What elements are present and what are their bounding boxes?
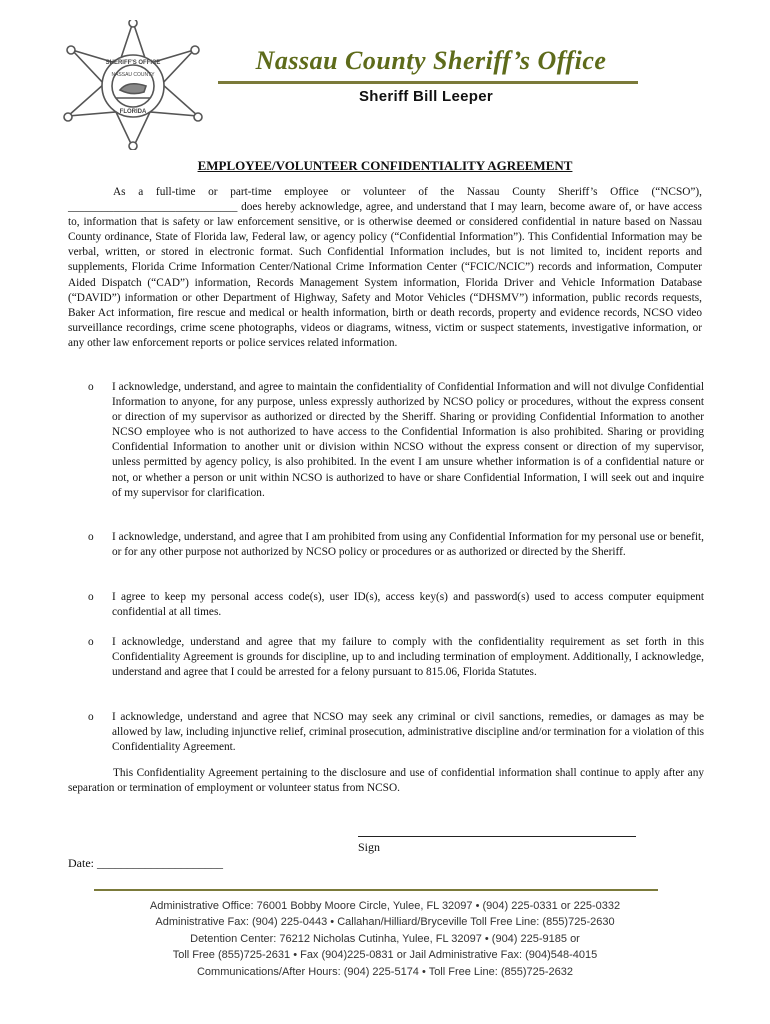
header-divider <box>218 81 638 84</box>
bullet-icon: o <box>88 381 94 393</box>
badge-text-bottom: FLORIDA <box>119 109 147 115</box>
sheriff-name: Sheriff Bill Leeper <box>358 88 494 105</box>
footer-contact-info <box>0 898 770 980</box>
signature-line[interactable] <box>358 826 636 837</box>
intro-text: As a full-time or part-time employee or volunteer of the Nassau County Sheriff’s Office (“NCSO”), ______________________________ does hereby acknowledge, agree, and understand that I may learn, become aware of, or have access to, information that is safety or law enforcement sensitive, or is otherwise deemed or considered confidential in nature based on Nassau County ordinance, State of Florida law, Federal law, or agency policy (“Confidential Information”). This Confidential Information may be verbal, written, or stored in electronic format. Such Confidential Information includes, but is not limited to, incident reports and supplements, Florida Crime Information Center/National Crime Information Center (“FCIC/NCIC”) records and information, Computer Aided Dispatch (“CAD”) information, Records Management System information, Florida Driver and Vehicle Information Database (“DAVID”) information or other Department of Highway, Safety and Motor Vehicles (“DHSMV”) information, public records requests, Baker Act information, fire rescue and medical or health information, birth or death records, property and evidence records, NCSO video surveillance recordings, crime scene photographs, videos or diagrams, witness, victim or suspect statements, investigative information, or any other law enforcement reports or police services related information. <box>68 186 702 349</box>
sheriff-star-badge-logo <box>58 20 208 150</box>
list-item <box>88 635 704 680</box>
bullet-icon: o <box>88 591 94 603</box>
footer-divider <box>94 889 658 891</box>
list-item-text: I acknowledge, understand, and agree to maintain the confidentiality of Confidential Information and will not divulge Confidential Information to anyone, for any purpose, unless expressly authorized by NCSO policy or procedures, without the express consent or direction of my supervisor as authorized or directed by the Sheriff. Sharing or providing Confidential Information to another NCSO employee who is not authorized to have access to the Confidential Information is also prohibited. Sharing or providing Confidential Information to another unit or division within NCSO without the express consent or direction of my supervisor, unless permitted by agency policy, is also prohibited. In the event I am unsure whether information is of a confidential nature or not, or whether a person or unit within NCSO is authorized to have or share Confidential Information, I will seek out and inquire of my supervisor for clarification. <box>112 381 704 499</box>
list-item-text: I agree to keep my personal access code(s), user ID(s), access key(s) and password(s) used to access computer equipment confidential at all times. <box>112 591 704 619</box>
bullet-icon: o <box>88 636 94 648</box>
footer-line-toll-free: Toll Free (855)725-2631 • Fax (904)225-0831 or Jail Administrative Fax: (904)548-4015 <box>172 949 598 962</box>
list-item-text: I acknowledge, understand, and agree that I am prohibited from using any Confidential Information for my personal use or benefit, or for any other purpose not authorized by NCSO policy or procedures or as authorized or directed by the Sheriff. <box>112 531 704 559</box>
list-item-text: I acknowledge, understand and agree that NCSO may seek any criminal or civil sanctions, remedies, or damages as may be allowed by law, including injunctive relief, criminal prosecution, administrative discipline and/or termination for a violation of this Confidentiality Agreement. <box>112 711 704 754</box>
badge-text-middle: NASSAU COUNTY <box>111 72 155 78</box>
footer-line-communications: Communications/After Hours: (904) 225-5174 • Toll Free Line: (855)725-2632 <box>196 965 573 978</box>
list-item <box>88 710 704 755</box>
signature-label: Sign <box>358 840 381 854</box>
list-item <box>88 380 704 501</box>
list-item <box>88 590 704 620</box>
footer-line-admin-fax: Administrative Fax: (904) 225-0443 • Callahan/Hilliard/Bryceville Toll Free Line: (855)725-2630 <box>155 916 615 929</box>
bullet-icon: o <box>88 531 94 543</box>
organization-name: Nassau County Sheriff’s Office <box>255 46 607 75</box>
footer-line-detention-center: Detention Center: 76212 Nicholas Cutinha, Yulee, FL 32097 • (904) 225-9185 or <box>190 932 580 945</box>
document-title: EMPLOYEE/VOLUNTEER CONFIDENTIALITY AGREEMENT <box>197 158 573 173</box>
date-field[interactable]: Date: _____________________ <box>68 856 223 870</box>
footer-line-admin-office: Administrative Office: 76001 Bobby Moore Circle, Yulee, FL 32097 • (904) 225-0331 or 225-0332 <box>149 900 621 912</box>
intro-paragraph <box>68 185 702 351</box>
closing-text: This Confidentiality Agreement pertaining to the disclosure and use of confidential information shall continue to apply after any separation or termination of employment or volunteer status from NCSO. <box>68 767 704 795</box>
list-item <box>88 530 704 560</box>
list-item-text: I acknowledge, understand and agree that my failure to comply with the confidentiality requirement as set forth in this Confidentiality Agreement is grounds for discipline, up to and including termination of employment. Additionally, I acknowledge, understand and agree that I could be arrested for a felony pursuant to 815.06, Florida Statutes. <box>112 636 704 679</box>
letterhead <box>0 0 770 150</box>
bullet-icon: o <box>88 711 94 723</box>
badge-text-top: SHERIFF'S OFFICE <box>105 60 161 66</box>
closing-paragraph <box>68 766 704 796</box>
